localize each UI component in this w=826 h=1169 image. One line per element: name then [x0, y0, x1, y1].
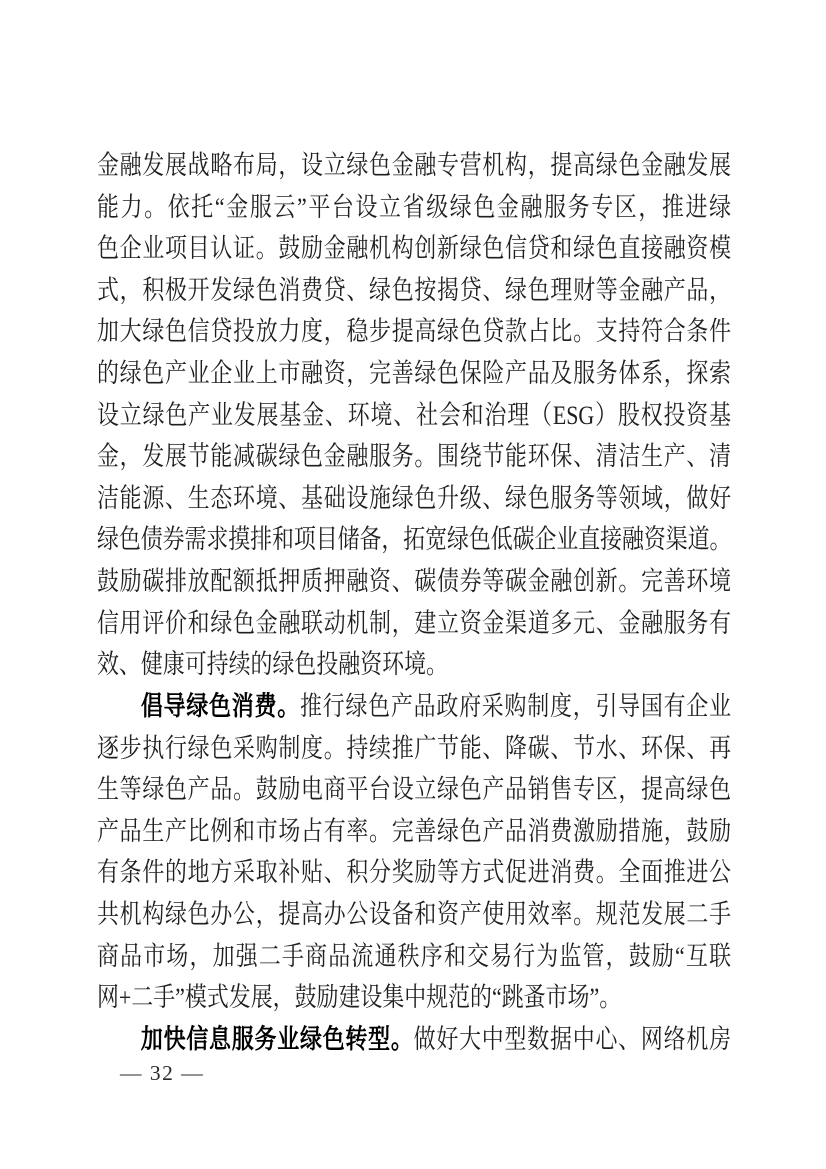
body-line — [97, 977, 731, 1019]
body-line-text: 绿色债券需求摸排和项目储备，拓宽绿色低碳企业直接融资渠道。 — [97, 524, 732, 555]
body-line — [97, 478, 731, 520]
body-line-text: 网+二手”模式发展，鼓励建设集中规范的“跳蚤市场”。 — [97, 982, 622, 1013]
body-line — [97, 395, 731, 437]
paragraph-heading: 倡导绿色消费。 — [140, 690, 300, 721]
body-line — [97, 436, 731, 478]
body-line — [97, 769, 731, 811]
body-line-text: 逐步执行绿色采购制度。持续推广节能、降碳、节水、环保、再 — [97, 732, 732, 763]
body-line — [97, 145, 731, 187]
body-line — [97, 852, 731, 894]
body-line-text: 设立绿色产业发展基金、环境、社会和治理（ESG）股权投资基 — [97, 399, 732, 430]
body-line-text: 洁能源、生态环境、基础设施绿色升级、绿色服务等领域，做好 — [97, 482, 732, 513]
body-line — [97, 353, 731, 395]
body-line-text: 共机构绿色办公，提高办公设备和资产使用效率。规范发展二手 — [97, 898, 732, 929]
body-line — [97, 728, 731, 770]
body-line-text: 金，发展节能减碳绿色金融服务。围绕节能环保、清洁生产、清 — [97, 441, 732, 472]
body-line-text: 加大绿色信贷投放力度，稳步提高绿色贷款占比。支持符合条件 — [97, 316, 732, 347]
body-line — [97, 936, 731, 978]
body-line — [97, 811, 731, 853]
body-line-text: 的绿色产业企业上市融资，完善绿色保险产品及服务体系，探索 — [97, 358, 732, 389]
body-line — [97, 270, 731, 312]
body-line-text: 色企业项目认证。鼓励金融机构创新绿色信贷和绿色直接融资模 — [97, 233, 732, 264]
body-line-text: 推行绿色产品政府采购制度，引导国有企业 — [299, 690, 732, 721]
document-body — [97, 145, 731, 1060]
body-line — [97, 1019, 731, 1061]
body-line — [97, 519, 731, 561]
page-number: — 32 — — [120, 1061, 205, 1085]
body-line-text: 有条件的地方采取补贴、积分奖励等方式促进消费。全面推进公 — [97, 857, 732, 888]
paragraph-heading: 加快信息服务业绿色转型。 — [140, 1023, 414, 1054]
body-line-text: 鼓励碳排放配额抵押质押融资、碳债券等碳金融创新。完善环境 — [97, 566, 732, 597]
body-line — [97, 228, 731, 270]
body-line-text: 效、健康可持续的绿色投融资环境。 — [97, 649, 448, 680]
body-line — [97, 311, 731, 353]
body-line — [97, 686, 731, 728]
body-line — [97, 603, 731, 645]
body-line-text: 产品生产比例和市场占有率。完善绿色产品消费激励措施，鼓励 — [97, 815, 732, 846]
body-line — [97, 187, 731, 229]
body-line — [97, 894, 731, 936]
body-line — [97, 644, 731, 686]
body-line-text: 生等绿色产品。鼓励电商平台设立绿色产品销售专区，提高绿色 — [97, 774, 732, 805]
body-line-text: 式，积极开发绿色消费贷、绿色按揭贷、绿色理财等金融产品， — [97, 274, 732, 305]
body-line-text: 信用评价和绿色金融联动机制，建立资金渠道多元、金融服务有 — [97, 607, 732, 638]
body-line-text: 做好大中型数据中心、网络机房 — [413, 1023, 732, 1054]
body-line-text: 能力。依托“金服云”平台设立省级绿色金融服务专区，推进绿 — [97, 191, 732, 222]
body-line-text: 金融发展战略布局，设立绿色金融专营机构，提高绿色金融发展 — [97, 150, 732, 180]
body-line — [97, 561, 731, 603]
body-line-text: 商品市场，加强二手商品流通秩序和交易行为监管，鼓励“互联 — [97, 940, 732, 971]
